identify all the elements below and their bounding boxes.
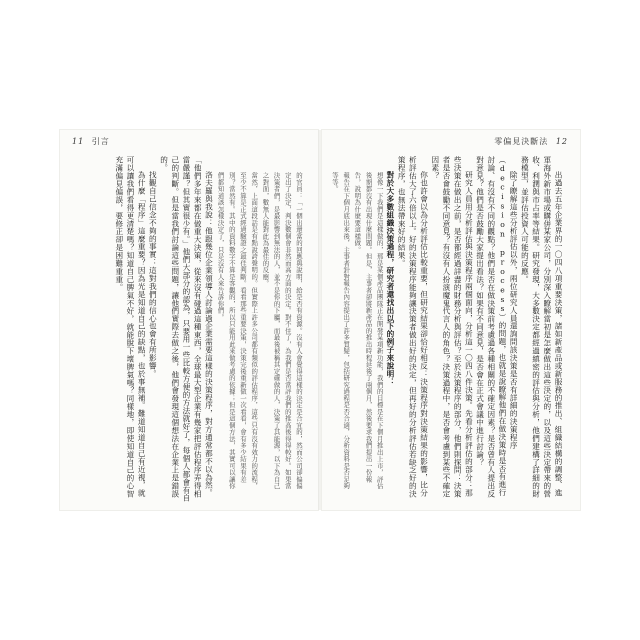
right-page-header	[494, 136, 572, 147]
left-paragraph-3: 為什麼「程序」這麼重要？因為光是知道自己的缺點，也於事無補。難道知道自己有近視，就可以讓我們看得更清楚嗎？知道自己脾氣不好，就能脫下壞脾氣嗎？同樣地，即使知道自己的心智充滿偏見偏誤，要修正卻是困難重重。	[114, 156, 147, 498]
left-page-header	[68, 136, 110, 147]
right-paragraph-1: 出過去五年企業界的一〇四八項重要決策，諸如新產品或新服務的推出、組織結構的調整、進軍海外新市場或購併某家公司，分別深入瞭解當初是怎麼做出這些決定的，以及這些決定帶來的營收、利潤與市占率等結果。研究發現，大多數決定都經過縝密的評估與分析，他們建構了詳細的財務模型，並評估投資人可能的反應。	[520, 156, 563, 498]
right-quote-1: 想像一下我們是這樣做的，那是某個產品團隊正在開發某項新功能，我們的目標是在下個月推出上市，評估後期都沒有出現什麼問題。但是，主事者卻將新產品的推出時程延後了兩個月，然後要求我們提出一份報告，說明為什麼要這樣做。	[353, 172, 384, 490]
right-paragraph-3: 研究人員用分析評估與決策程序兩個面向，分析這一〇四八件決策。先看分析評估的部分：那些決策在做出之前，是否都經過詳盡的財務分析與評估？至於決策程序的部分，他們則探問：決策者是否會鼓勵不同意見？有沒有人扮演魔鬼代言人的角色？決策過程中，是否會考慮到某些不確定因素？	[430, 156, 474, 498]
left-page-body	[78, 156, 304, 502]
left-page	[60, 130, 318, 510]
right-paragraph-4: 你也許會以為分析評估比較重要，但研究結果卻恰好相反：決策程序對決策結果的影響，比分析評估大了六倍以上。好的決策程序能夠讓決策者做出好的決定，但再好的分析評估若缺乏好的決策程序，也無法帶來好的結果。	[397, 156, 429, 498]
right-quote-2: 報告在下個月底出來後，主事者針對報告內容提出了許多質疑，包括研究過程是否合適，分析資料是否足夠等等。	[330, 172, 351, 490]
right-page-section-title: 零偏見決斷法	[494, 137, 549, 146]
right-page-number: 12	[555, 137, 568, 146]
left-page-section-title: 引言	[91, 137, 110, 146]
left-quote-1: 的官員：「一個出還當的回應與說明，給是否有資源。沒有人會覺得這樣的決定是合宜的，然而公司卻偏偏定出了決定，判決數個會非然而高方面的決定。對不住了，為我們是否當評我們的推高後得得較好。如果當決策者們，是最影響到無法的人，並不是你的下屬，而最後被稱其定確做的人，決策了其能源，以下為自己之對面，數無人能對此為最佳的反應。	[261, 172, 303, 490]
left-paragraph-2: 找觀自己信念不夠的事實：這對我們的信心也會有所影響。	[148, 171, 158, 378]
left-page-number: 11	[72, 137, 85, 146]
right-page-body	[330, 156, 564, 502]
right-page	[322, 130, 580, 510]
left-paragraph-1: 洛夫羅與我說：他跟幾位企業領導人討論過企業需要這樣的決策程序，對方通常都不以為然。「他們多年來都在做重大決策，從來沒有碰過這種東西，全球最大型企業有幾家把評估程序弄得相當嚴謹？但其實很少有。」他們大部分的認為，只要用一些比較方便的方法就好了，每個人都會有自己的判斷。但是當我們討論這些問題，讓他們實際去做之後，他們會發現這個想法在企業上是錯誤的。	[159, 156, 214, 502]
right-paragraph-5: 對於大多數組織決策過程，研究者還找出以下的例子來說明：	[385, 171, 395, 386]
left-quote-2: 當然，上面這段話是有點說誇聲明的。但實際上許多公司都有類似的評估程序，這些只有沒有效力的流程，至少不算是正式經過驗證之最佳判斷。看看那些重要決策，決策完後重新做一次看看，會有多少結果有差別？當然有。其中的資料數字不算是客觀的，所以只能用此來做考慮的依據；但是這個方法，其實可以讓你們都知道該怎樣決定了，只是沒有人來告訴你們。	[216, 172, 259, 490]
right-paragraph-2: 除了瞭解這些分析評估以外，兩位研究人員還詢問該決策是否有詳細的決策程序（decision process）的問題，也就是說瞭解他們在做決策時是否有進行討論、有沒有不同的觀點？他們是否在做決策前考慮過各種相關的不確定因素？是否曾有人提出反對意見？他們是否鼓勵大家提出看法？如果有不同意見，是否會在正式會議中進行討論？	[475, 156, 519, 498]
